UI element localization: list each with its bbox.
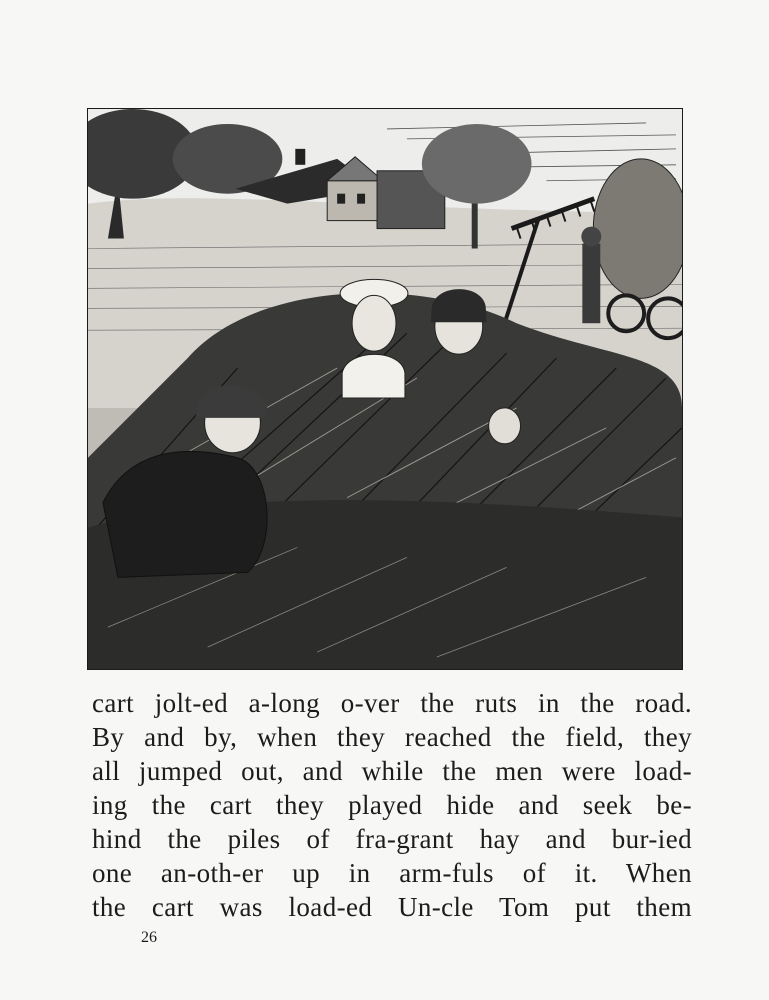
text-line: ing the cart they played hide and seek be- [92,790,692,820]
story-text [92,686,692,924]
text-line: the cart was load-ed Un-cle Tom put them [92,892,692,922]
text-line: cart jolt-ed a-long o-ver the ruts in the road. [92,688,692,718]
text-line: hind the piles of fra-grant hay and bur-ied [92,824,692,854]
engraving-illustration [87,108,683,670]
child-figure-icon [489,408,521,444]
text-line: By and by, when they reached the field, they [92,722,692,752]
text-line: all jumped out, and while the men were load- [92,756,692,786]
text-line: one an-oth-er up in arm-fuls of it. When [92,858,692,888]
page-number: 26 [141,929,157,946]
hay-field-scene [88,109,682,669]
